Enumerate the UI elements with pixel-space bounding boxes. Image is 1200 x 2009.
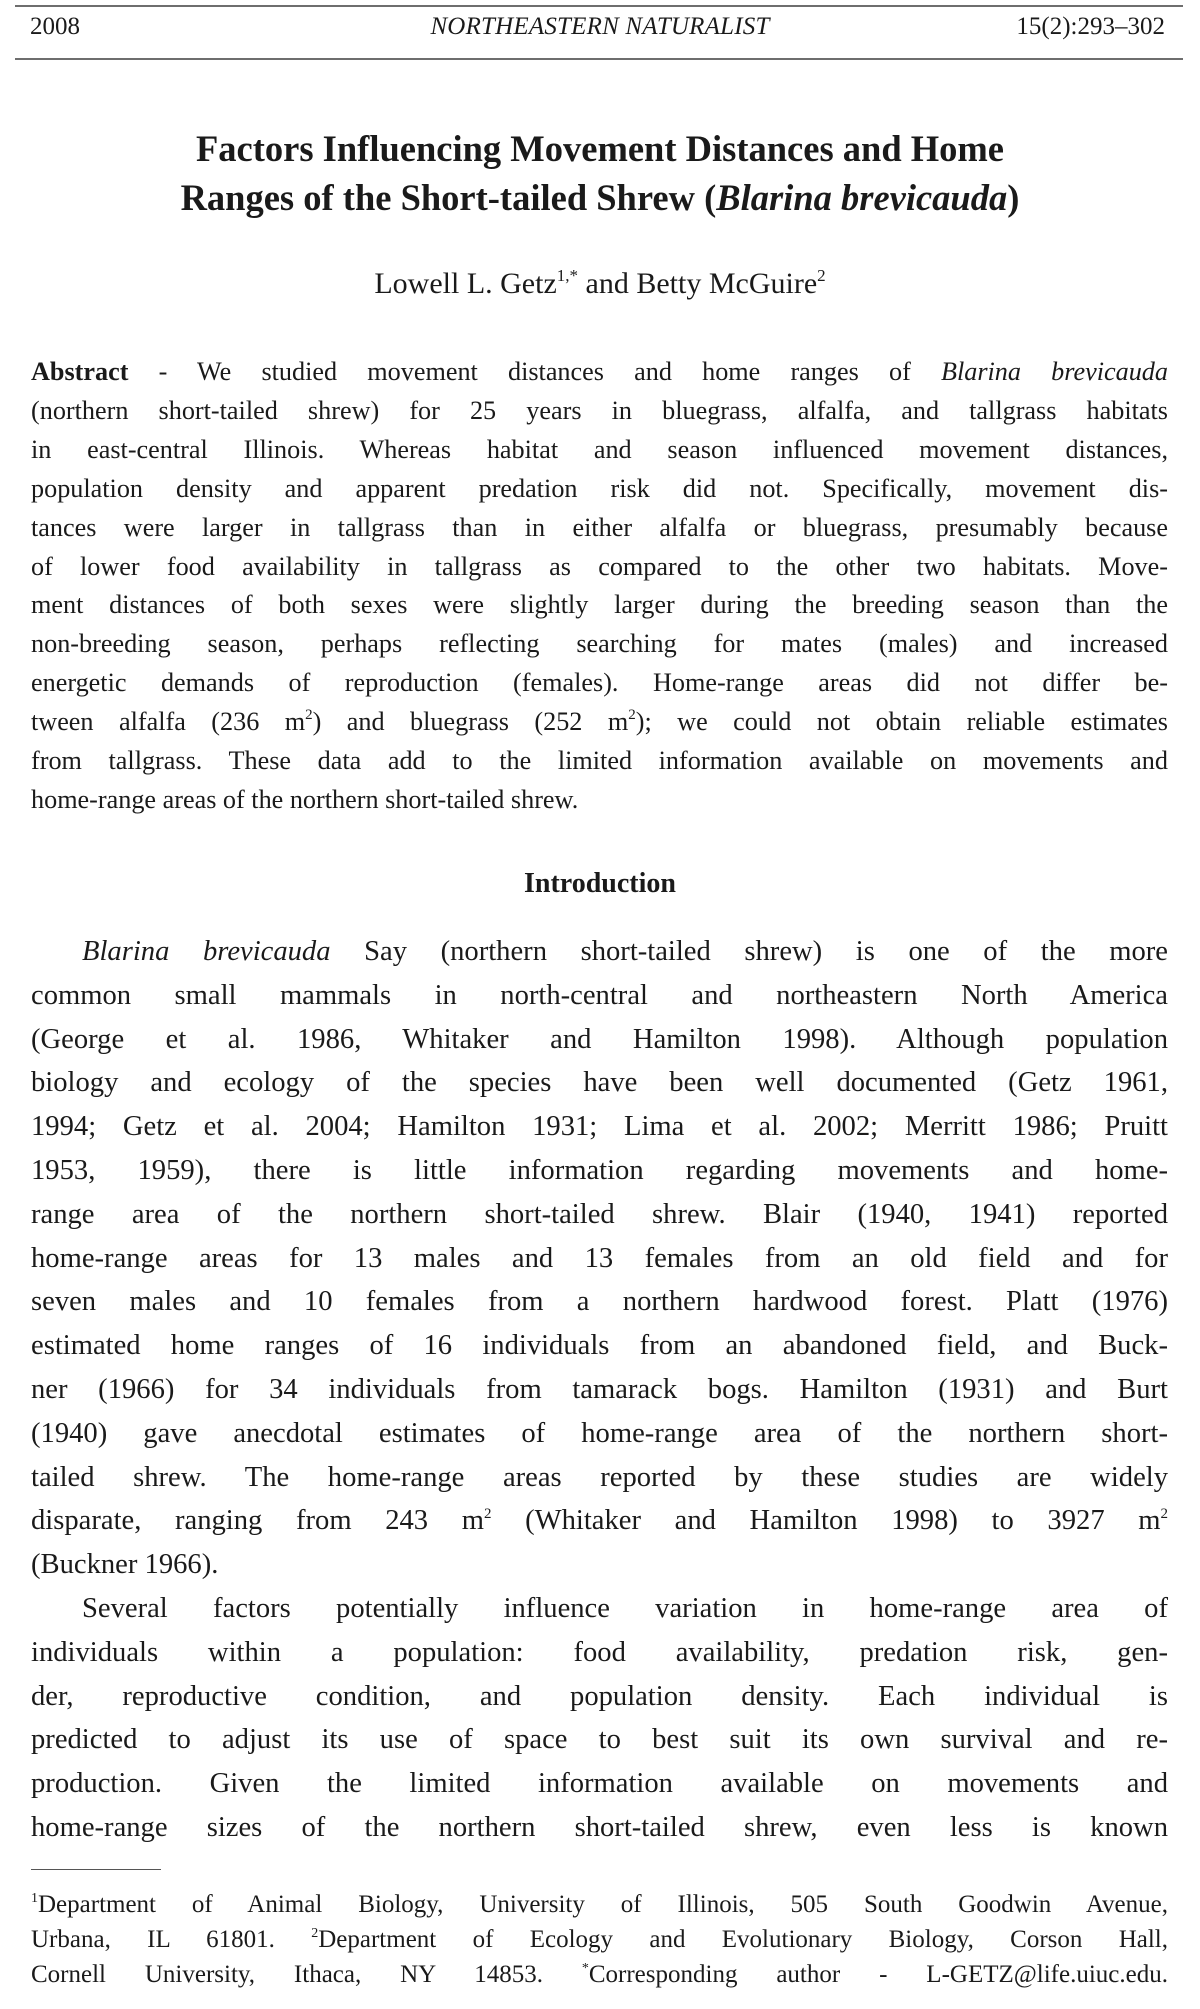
author-1: Lowell L. Getz — [374, 267, 557, 300]
footnote-text: Department of Animal Biology, University of Illinois, 505 South Goodwin Avenue, — [38, 1891, 1168, 1918]
footnote-mark: 2 — [311, 1926, 319, 1941]
body-line: 1953, 1959), there is little information regarding movements and home- — [31, 1154, 1168, 1186]
superscript: 2 — [483, 1506, 492, 1523]
body-line: tailed shrew. The home-range areas reported by these studies are widely — [31, 1461, 1168, 1493]
title-line-2 — [40, 173, 1160, 222]
abstract-line: from tallgrass. These data add to the limited information available on movements and — [31, 746, 1168, 776]
abstract-text: ); we could not obtain reliable estimates — [635, 707, 1168, 737]
author-connector: and — [578, 267, 637, 300]
header-top-rule — [15, 5, 1183, 7]
title-line-1: Factors Influencing Movement Distances and Home — [196, 128, 1004, 169]
paper-title — [40, 124, 1160, 222]
abstract-text: - We studied movement distances and home ranges of — [128, 357, 941, 386]
abstract-line — [31, 703, 1168, 742]
abstract-line: of lower food availability in tallgrass as compared to the other two habitats. Move- — [31, 551, 1168, 581]
author-2: Betty McGuire — [636, 267, 818, 300]
body-text: disparate, ranging from 243 m — [31, 1505, 484, 1537]
abstract-text: tween alfalfa (236 m — [31, 707, 306, 737]
footnote-mark: 1 — [31, 1891, 38, 1906]
footnote-text: Cornell University, Ithaca, NY 14853. — [31, 1961, 582, 1988]
abstract-line: population density and apparent predation risk did not. Specifically, movement dis- — [31, 473, 1168, 503]
paragraph — [31, 930, 1168, 1587]
abstract-species-name: Blarina brevicauda — [940, 357, 1168, 386]
footnote-line — [31, 1887, 1168, 1922]
abstract-line: in east-central Illinois. Whereas habitat and season influenced movement distances, — [31, 434, 1168, 464]
body-line: individuals within a population: food availability, predation risk, gen- — [31, 1636, 1168, 1668]
header-bottom-rule — [15, 58, 1183, 60]
body-text: (Whitaker and Hamilton 1998) to 3927 m — [491, 1505, 1161, 1537]
abstract-line: (northern short-tailed shrew) for 25 years in bluegrass, alfalfa, and tallgrass habitats — [31, 395, 1168, 425]
footnote-line — [31, 1922, 1168, 1957]
title-species-name: Blarina brevicauda — [716, 177, 1008, 218]
body-line: ner (1966) for 34 individuals from tamarack bogs. Hamilton (1931) and Burt — [31, 1373, 1168, 1405]
body-line: home-range areas for 13 males and 13 females from an old field and for — [31, 1242, 1168, 1274]
footnote-text: Urbana, IL 61801. — [31, 1926, 312, 1953]
abstract-line: tances were larger in tallgrass than in either alfalfa or bluegrass, presumably because — [31, 512, 1168, 542]
superscript: 2 — [1160, 1506, 1168, 1523]
corresponding-author-email: Corresponding author - L-GETZ@life.uiuc.edu. — [588, 1961, 1168, 1988]
abstract-line: home-range areas of the northern short-tailed shrew. — [31, 784, 579, 814]
header-volume-pages: 15(2):293–302 — [1016, 13, 1165, 40]
body-line — [31, 1499, 1168, 1543]
body-line: home-range sizes of the northern short-tailed shrew, even less is known — [31, 1811, 1168, 1843]
header-journal-name: NORTHEASTERN NATURALIST — [430, 13, 770, 40]
author-list — [0, 266, 1200, 302]
species-name: Blarina brevicauda — [82, 936, 331, 967]
abstract-line: energetic demands of reproduction (females). Home-range areas did not differ be- — [31, 668, 1168, 698]
body-line: der, reproductive condition, and population density. Each individual is — [31, 1680, 1168, 1712]
body-line: 1994; Getz et al. 2004; Hamilton 1931; Lima et al. 2002; Merritt 1986; Pruitt — [31, 1111, 1168, 1143]
footnote-text: Department of Ecology and Evolutionary Biology, Corson Hall, — [318, 1926, 1169, 1953]
body-line: estimated home ranges of 16 individuals from an abandoned field, and Buck- — [31, 1330, 1168, 1362]
abstract-label: Abstract — [31, 357, 129, 386]
body-line: seven males and 10 females from a northern hardwood forest. Platt (1976) — [31, 1286, 1168, 1318]
body-line: (George et al. 1986, Whitaker and Hamilton 1998). Although population — [31, 1023, 1168, 1055]
superscript: 2 — [305, 707, 313, 724]
body-line: biology and ecology of the species have been well documented (Getz 1961, — [31, 1067, 1168, 1099]
footnotes — [31, 1887, 1168, 1992]
body-line: Several factors potentially influence variation in home-range area of — [82, 1592, 1168, 1624]
abstract-line — [31, 353, 1168, 392]
header-year: 2008 — [30, 13, 80, 40]
author-1-affiliation-mark: 1,* — [556, 266, 579, 285]
body-line: predicted to adjust its use of space to best suit its own survival and re- — [31, 1724, 1168, 1756]
body-line: (1940) gave anecdotal estimates of home-range area of the northern short- — [31, 1417, 1168, 1449]
author-2-affiliation-mark: 2 — [817, 266, 826, 285]
paragraph — [31, 1587, 1168, 1850]
introduction-body — [31, 930, 1168, 1850]
section-heading-introduction: Introduction — [524, 868, 676, 899]
body-line: production. Given the limited information available on movements and — [31, 1768, 1168, 1800]
body-line: (Buckner 1966). — [31, 1549, 219, 1581]
body-line: range area of the northern short-tailed shrew. Blair (1940, 1941) reported — [31, 1198, 1168, 1230]
footnote-separator — [31, 1869, 161, 1870]
abstract-line: ment distances of both sexes were slightly larger during the breeding season than the — [31, 590, 1168, 620]
footnote-mark: * — [581, 1961, 589, 1976]
body-text: Say (northern short-tailed shrew) is one of the more — [330, 936, 1168, 967]
abstract-text: ) and bluegrass (252 m — [312, 707, 629, 737]
superscript: 2 — [628, 707, 636, 724]
abstract — [31, 353, 1168, 820]
body-line: common small mammals in north-central and northeastern North America — [31, 979, 1168, 1011]
abstract-line: non-breeding season, perhaps reflecting searching for mates (males) and increased — [31, 629, 1168, 659]
body-line — [31, 930, 1168, 974]
title-line-2-close: ) — [1007, 177, 1020, 218]
footnote-line — [31, 1957, 1168, 1992]
title-line-2-text: Ranges of the Short-tailed Shrew ( — [180, 177, 717, 218]
